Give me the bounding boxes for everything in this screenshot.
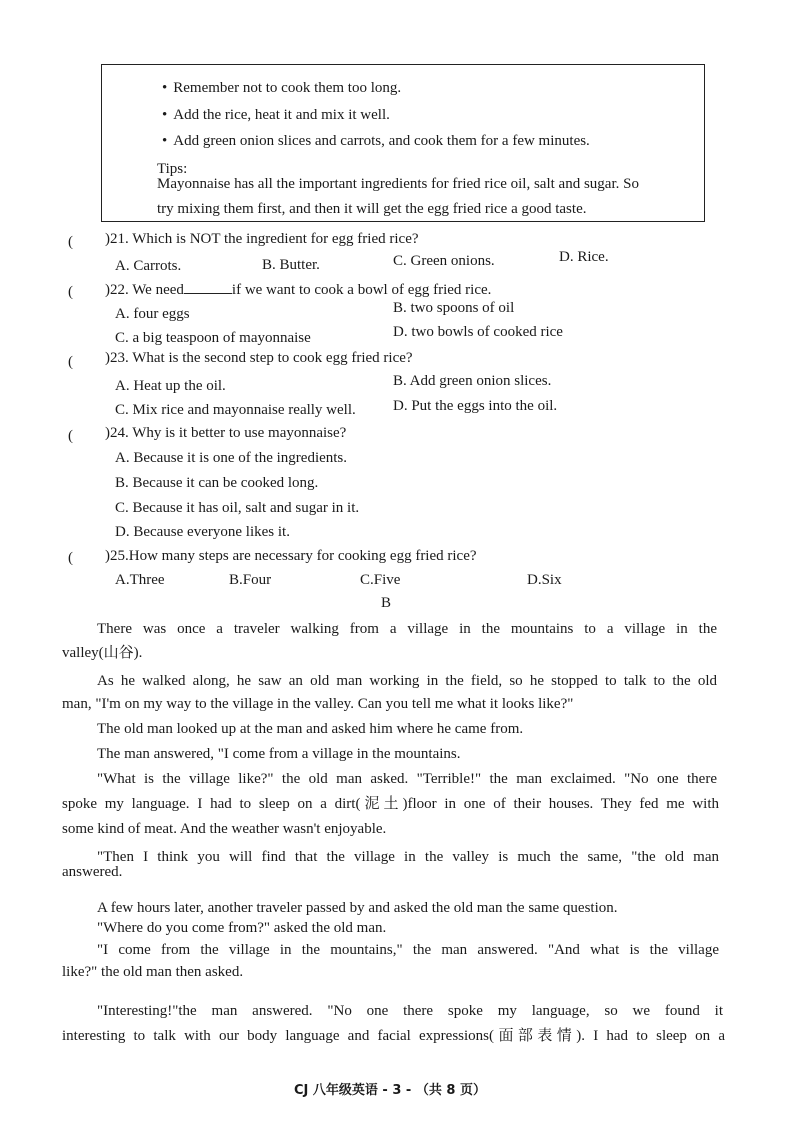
- option-d: D. Put the eggs into the oil.: [393, 398, 558, 414]
- passage-line: answered.: [62, 864, 123, 880]
- option-a: A. four eggs: [115, 306, 190, 322]
- tips-text: Mayonnaise has all the important ingredients for fried rice oil, salt and sugar. So: [157, 176, 639, 192]
- option-b: B. Because it can be cooked long.: [115, 475, 319, 491]
- step-line: • Remember not to cook them too long.: [162, 79, 401, 97]
- answer-paren: (: [68, 234, 73, 250]
- passage-line: "Then I think you will find that the village in the valley is much the same, "the old man: [97, 849, 719, 865]
- answer-paren: (: [68, 284, 73, 300]
- step-line: • Add green onion slices and carrots, and cook them for a few minutes.: [162, 132, 590, 150]
- passage-line: "Interesting!"the man answered. "No one there spoke my language, so we found it: [97, 1003, 723, 1019]
- option-d: D. Rice.: [559, 249, 609, 265]
- passage-line: some kind of meat. And the weather wasn't enjoyable.: [62, 821, 387, 837]
- passage-line: man, "I'm on my way to the village in the valley. Can you tell me what it looks like?": [62, 696, 574, 712]
- answer-paren: (: [68, 354, 73, 370]
- passage-line: There was once a traveler walking from a village in the mountains to a village in the: [97, 621, 717, 637]
- option-a: A. Heat up the oil.: [115, 378, 226, 394]
- fill-blank: [184, 280, 232, 294]
- stem-end: if we want to cook a bowl of egg fried rice.: [231, 282, 492, 298]
- passage-line: A few hours later, another traveler passed by and asked the old man the same question.: [97, 900, 618, 916]
- passage-line: spoke my language. I had to sleep on a dirt(泥土)floor in one of their houses. They fed me with: [62, 796, 719, 812]
- passage-line: "What is the village like?" the old man asked. "Terrible!" the man exclaimed. "No one there: [97, 771, 717, 787]
- option-a: A. Because it is one of the ingredients.: [115, 450, 348, 466]
- option-c: C. Because it has oil, salt and sugar in it.: [115, 500, 360, 516]
- option-b: B. Butter.: [262, 257, 320, 273]
- option-a: A.Three: [115, 572, 165, 588]
- page-footer: CJ 八年级英语 - 3 - （共 8 页）: [294, 1083, 486, 1098]
- passage-line: valley(山谷).: [62, 645, 143, 661]
- passage-line: The man answered, "I come from a village in the mountains.: [97, 746, 461, 762]
- option-c: C. a big teaspoon of mayonnaise: [115, 330, 311, 346]
- option-b: B. two spoons of oil: [393, 300, 515, 316]
- question-stem: )25.How many steps are necessary for cooking egg fried rice?: [105, 548, 477, 564]
- question-stem: [105, 280, 491, 299]
- recipe-steps-box: [101, 64, 705, 222]
- option-d: D.Six: [527, 572, 562, 588]
- question-stem: )23. What is the second step to cook egg fried rice?: [105, 350, 413, 366]
- option-d: D. two bowls of cooked rice: [393, 324, 563, 340]
- step-line: • Add the rice, heat it and mix it well.: [162, 106, 390, 124]
- section-heading: B: [381, 595, 392, 611]
- passage-line: The old man looked up at the man and asked him where he came from.: [97, 721, 524, 737]
- option-c: C. Green onions.: [393, 253, 495, 269]
- option-b: B. Add green onion slices.: [393, 373, 552, 389]
- question-stem: )21. Which is NOT the ingredient for egg fried rice?: [105, 231, 419, 247]
- option-b: B.Four: [229, 572, 272, 588]
- answer-paren: (: [68, 550, 73, 566]
- passage-line: like?" the old man then asked.: [62, 964, 244, 980]
- answer-paren: (: [68, 428, 73, 444]
- stem-start: )22. We need: [105, 282, 184, 298]
- passage-line: As he walked along, he saw an old man working in the field, so he stopped to talk to the old: [97, 673, 717, 689]
- tips-label: Tips:: [157, 161, 188, 177]
- passage-line: "I come from the village in the mountains," the man answered. "And what is the village: [97, 942, 719, 958]
- option-a: A. Carrots.: [115, 258, 182, 274]
- option-d: D. Because everyone likes it.: [115, 524, 290, 540]
- tips-text: try mixing them first, and then it will get the egg fried rice a good taste.: [157, 201, 587, 217]
- option-c: C.Five: [360, 572, 401, 588]
- passage-line: interesting to talk with our body language and facial expressions(面部表情). I had to sleep on a: [62, 1028, 725, 1044]
- option-c: C. Mix rice and mayonnaise really well.: [115, 402, 356, 418]
- question-stem: )24. Why is it better to use mayonnaise?: [105, 425, 347, 441]
- passage-line: "Where do you come from?" asked the old man.: [97, 920, 387, 936]
